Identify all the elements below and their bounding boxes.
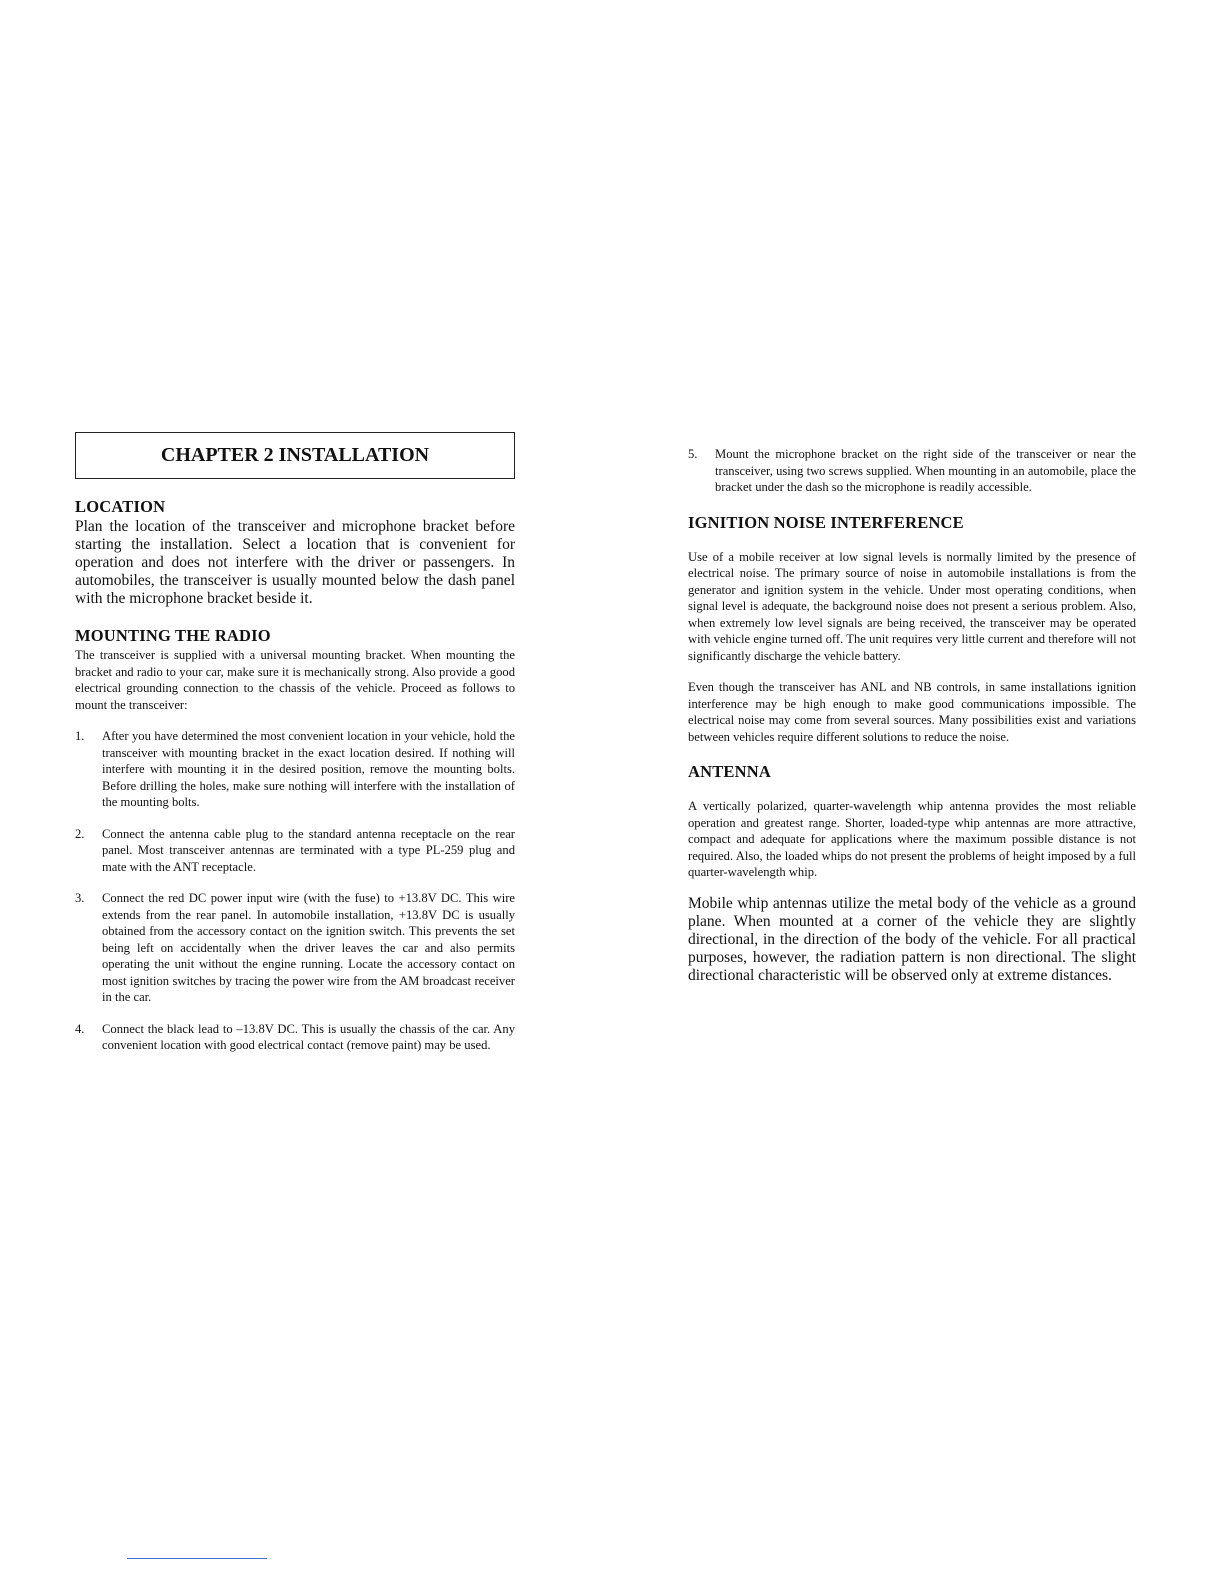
step-text: Connect the black lead to –13.8V DC. This is usually the chassis of the car. Any convenient location with good electrical contact (remove paint) may be used.	[102, 1021, 515, 1052]
step-number: 2.	[75, 826, 85, 841]
location-heading: LOCATION	[75, 497, 166, 516]
step-text: After you have determined the most convenient location in your vehicle, hold the transceiver with mounting bracket in the exact location desired. If nothing will interfere with mounting it in the desired position, remove the mounting bolts. Before drilling the holes, make sure nothing will interfere with the installation of the mounting bolts.	[102, 729, 515, 809]
step-number: 4.	[75, 1021, 85, 1036]
list-item	[75, 728, 515, 811]
step-text: Connect the red DC power input wire (with the fuse) to +13.8V DC. This wire extends from the rear panel. In automobile installation, +13.8V DC is usually obtained from the accessory contact on the ignition switch. This prevents the set being left on accidentally when the driver leaves the car and also permits operating the unit without the engine running. Locate the accessory contact on most ignition switches by tracing the power wire from the AM broadcast receiver in the car.	[102, 891, 515, 1004]
antenna-paragraph-2: Mobile whip antennas utilize the metal body of the vehicle as a ground plane. When mounted at a corner of the vehicle they are slightly directional, in the direction of the body of the vehicle. For all practical purposes, however, the radiation pattern is non directional. The slight directional characteristic will be observed only at extreme distances.	[688, 894, 1136, 984]
chapter-title: CHAPTER 2 INSTALLATION	[75, 432, 515, 479]
footer-rule	[127, 1558, 267, 1559]
left-column	[75, 432, 515, 1054]
step-number: 1.	[75, 729, 85, 743]
ignition-paragraph-2: Even though the transceiver has ANL and NB controls, in same installations ignition interference may be high enough to make good communications impossible. The electrical noise may come from several sources. Many possibilities exist and variations between vehicles require different solutions to reduce the noise.	[688, 680, 1136, 744]
step-text: Connect the antenna cable plug to the standard antenna receptacle on the rear panel. Most transceiver antennas are terminated with a type PL-259 plug and mate with the ANT receptacle.	[102, 826, 515, 874]
location-text: Plan the location of the transceiver and microphone bracket before starting the installation. Select a location that is convenient for operation and does not interfere with the driver or passengers. In automobiles, the transceiver is usually mounted below the dash panel with the microphone bracket beside it.	[75, 518, 515, 607]
mounting-text: The transceiver is supplied with a universal mounting bracket. When mounting the bracket and radio to your car, make sure it is mechanically strong. Also provide a good electrical grounding connection to the chassis of the vehicle. Proceed as follows to mount the transceiver:	[75, 648, 515, 712]
ignition-paragraph-1: Use of a mobile receiver at low signal levels is normally limited by the presence of electrical noise. The primary source of noise in automobile installations is from the generator and ignition system in the vehicle. Under most operating conditions, when signal level is adequate, the background noise does not present a serious problem. Also, when extremely low level signals are being received, the transceiver may be operated with vehicle engine turned off. The unit requires very little current and therefore will not significantly discharge the vehicle battery.	[688, 549, 1136, 663]
antenna-paragraph-1: A vertically polarized, quarter-wavelength whip antenna provides the most reliable operation and greatest range. Shorter, loaded-type whip antennas are more attractive, compact and adequate for applications where the maximum possible distance is not required. Also, the loaded whips do not present the problems of height imposed by a full quarter-wavelength whip.	[688, 799, 1136, 879]
list-item	[688, 446, 1136, 496]
step-number: 3.	[75, 891, 85, 905]
mounting-heading: MOUNTING THE RADIO	[75, 626, 271, 645]
step-number: 5.	[688, 447, 698, 461]
list-item	[75, 826, 515, 876]
list-item	[75, 890, 515, 1006]
mounting-steps-continued	[688, 446, 1136, 496]
list-item	[75, 1021, 515, 1054]
mounting-steps	[75, 728, 515, 1054]
antenna-heading: ANTENNA	[688, 762, 771, 781]
ignition-heading: IGNITION NOISE INTERFERENCE	[688, 512, 964, 532]
step-text: Mount the microphone bracket on the right side of the transceiver or near the transceiver, using two screws supplied. When mounting in an automobile, place the bracket under the dash so the microphone is readily accessible.	[715, 447, 1136, 494]
right-column	[688, 446, 1136, 985]
